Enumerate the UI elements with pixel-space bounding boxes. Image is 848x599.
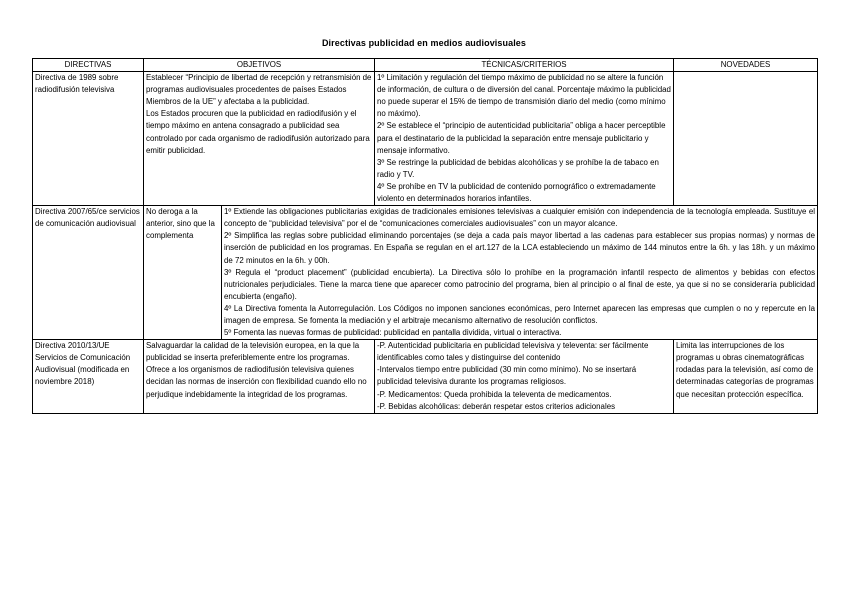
header-directivas: DIRECTIVAS	[33, 59, 144, 72]
table-header-row	[33, 59, 818, 72]
objetivo-text: No deroga a la anterior, sino que la complementa	[146, 207, 215, 241]
tecnica-text: 1º Limitación y regulación del tiempo máximo de publicidad no se altere la función de información, de cultura o de diversión del canal. Porcentaje máximo la publicidad no puede superar el 15% de tiempo de transmisión diario del medio (como mínimo no máximo).	[377, 73, 671, 119]
objetivo-text: Los Estados procuren que la publicidad en radiodifusión y el tiempo máximo en antena consagrado a publicidad sea controlado por cada organismo de radiodifusión autorizado para emitir publicidad.	[146, 109, 370, 155]
header-tecnicas: TÉCNICAS/CRITERIOS	[375, 59, 674, 72]
tecnica-text: 5º Fomenta las nuevas formas de publicidad: publicidad en pantalla dividida, virtual o interactiva.	[224, 328, 562, 338]
novedades-cell	[674, 72, 818, 206]
tecnica-text: 1º Extiende las obligaciones publicitarias exigidas de tradicionales emisiones televisivas a cualquier emisión con independencia de la tecnología empleada. Sustituye el concepto de “publicidad televisiva” por el de “comunicaciones comerciales audiovisuales” con un mayor alcance.	[224, 207, 816, 229]
tecnica-text: -P. Bebidas alcohólicas: deberán respetar estos criterios adicionales	[377, 401, 616, 411]
tecnica-text: 4º La Directiva fomenta la Autorregulación. Los Códigos no imponen sanciones económicas, pero Internet aparecen las empresas que cumplen o no y repercute en la imagen de empresa. Se fomenta la mediación y el arbitraje mecanismo alternativo de resolución conflictos.	[224, 303, 816, 325]
directiva-cell	[33, 206, 144, 340]
novedades-cell	[674, 340, 818, 414]
objetivo-text: Ofrece a los organismos de radiodifusión televisiva quienes decidan las normas de inserción con flexibilidad cuando ello no perjudique indebidamente la integridad de los programas.	[146, 365, 367, 399]
tecnica-text: 4º Se prohíbe en TV la publicidad de contenido pornográfico o extremadamente violento en determinados horarios infantiles.	[377, 181, 656, 204]
tecnicas-cell-wide	[222, 206, 818, 340]
tecnica-text: -P. Medicamentos: Queda prohibida la televenta de medicamentos.	[377, 389, 612, 399]
objetivos-cell	[144, 340, 375, 414]
objetivo-text: Salvaguardar la calidad de la televisión europea, en la que la publicidad se inserta preferiblemente entre los programas.	[146, 341, 360, 363]
header-novedades: NOVEDADES	[674, 59, 818, 72]
tecnica-text: 3º Se restringe la publicidad de bebidas alcohólicas y se prohíbe la de tabaco en radio y TV.	[377, 157, 659, 179]
directiva-name: Directiva 2010/13/UE Servicios de Comunicación Audiovisual (modificada en noviembre 2018)	[35, 341, 131, 387]
table-row	[33, 340, 818, 414]
tecnica-text: 3º Regula el “product placement” (publicidad encubierta). La Directiva sólo lo prohíbe en la programación infantil respecto de alimentos y bebidas con efectos nutricionales perjudiciales. Tiene la marca tiene que aparecer como patrocinio del programa, bien al principio o al final de este, ya que si no se consideraría publicidad encubierta (engaño).	[224, 267, 816, 301]
objetivos-cell	[144, 72, 375, 206]
table-row	[33, 72, 818, 206]
directiva-cell	[33, 72, 144, 206]
novedad-text: Limita las interrupciones de los programas u obras cinematográficas rodadas para la televisión, así como de determinadas categorías de programas que necesitan protección específica.	[676, 341, 814, 399]
tecnica-text: -P. Autenticidad publicitaria en publicidad televisiva y televenta: ser fácilmente identificables como tales y distinguirse del contenido	[377, 341, 649, 363]
objetivos-cell	[144, 206, 222, 340]
document-title: Directivas publicidad en medios audiovisuales	[321, 38, 527, 48]
header-objetivos: OBJETIVOS	[144, 59, 375, 72]
directives-table	[32, 58, 818, 414]
tecnica-text: 2º Se establece el “principio de autenticidad publicitaria” obliga a hacer perceptible para el destinatario de la publicidad la separación entre mensaje publicitario y mensaje informativo.	[377, 121, 666, 155]
table-row	[33, 206, 818, 340]
objetivo-text: Establecer “Principio de libertad de recepción y retransmisión de programas audiovisuales procedentes de países Estados Miembros de la UE” y afectaba a la publicidad.	[146, 73, 372, 107]
tecnicas-cell	[375, 72, 674, 206]
tecnica-text: -Intervalos tiempo entre publicidad (30 min como mínimo). No se insertará publicidad televisiva durante los programas religiosos.	[377, 365, 637, 387]
directiva-name: Directiva de 1989 sobre radiodifusión televisiva	[35, 73, 119, 95]
directiva-name: Directiva 2007/65/ce servicios de comunicación audiovisual	[35, 207, 140, 229]
directiva-cell	[33, 340, 144, 414]
tecnicas-cell	[375, 340, 674, 414]
tecnica-text: 2º Simplifica las reglas sobre publicidad eliminando porcentajes (se deja a cada país mayor libertad a las cadenas para establecer sus propias normas) y normas de inserción de publicidad en los programas. En España se regulan en el art.127 de la LCA estableciendo un máximo de 144 minutos entre la 6h. y las 18h. y un máximo de 72 minutos en la 6h. y 00h.	[224, 231, 816, 265]
